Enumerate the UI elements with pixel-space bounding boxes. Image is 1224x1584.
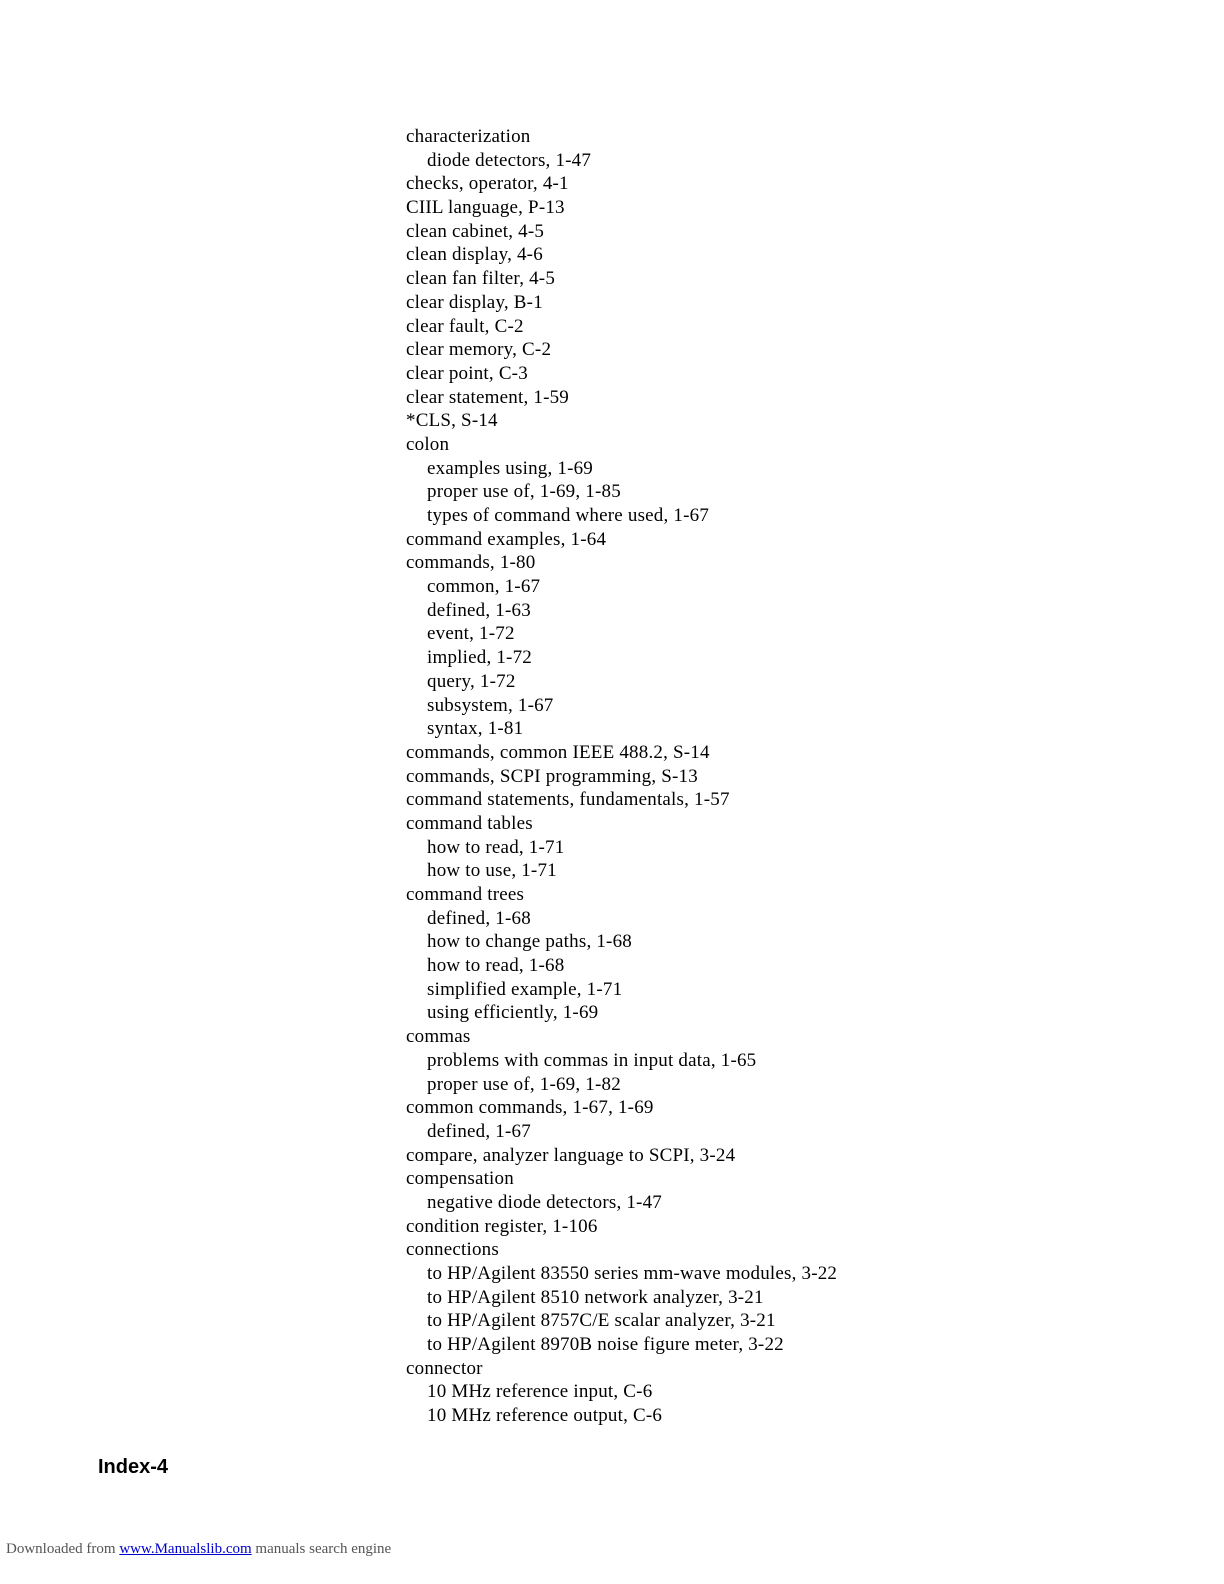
index-subentry: defined, 1-67 [427,1120,531,1142]
index-subentry: how to use, 1-71 [427,860,557,882]
index-subentry: query, 1-72 [427,670,516,692]
index-subentry: how to read, 1-71 [427,836,565,858]
index-entry: characterization [406,126,531,147]
index-subentry: common, 1-67 [427,576,541,598]
index-entry: clear point, C-3 [406,362,528,384]
index-entry: connector [406,1357,483,1379]
index-subentry: 10 MHz reference output, C-6 [427,1405,663,1427]
index-subentry: using efficiently, 1-69 [427,1002,599,1024]
index-entry: commands, SCPI programming, S-13 [406,765,698,787]
index-subentry: simplified example, 1-71 [427,978,623,1000]
index-subentry: problems with commas in input data, 1-65 [427,1049,757,1071]
index-subentry: how to read, 1-68 [427,955,565,977]
footer-suffix: manuals search engine [255,1541,392,1557]
index-entry: commas [406,1026,471,1048]
index-entry: clear fault, C-2 [406,315,524,337]
index-entry: compare, analyzer language to SCPI, 3-24 [406,1144,736,1166]
index-subentry: event, 1-72 [427,623,515,645]
index-list [406,125,837,1428]
index-entry: command trees [406,884,525,905]
index-entry: command tables [406,812,533,834]
index-entry: clear display, B-1 [406,291,543,313]
index-entry: common commands, 1-67, 1-69 [406,1097,654,1119]
index-entry: commands, common IEEE 488.2, S-14 [406,741,710,763]
index-subentry: subsystem, 1-67 [427,694,554,716]
index-subentry: to HP/Agilent 83550 series mm-wave modules, 3-22 [427,1263,838,1284]
index-subentry: types of command where used, 1-67 [427,505,710,526]
manualslib-link[interactable]: www.Manualslib.com [119,1541,252,1557]
page-number-label: Index-4 [98,1456,169,1478]
index-entry: clean display, 4-6 [406,244,543,266]
index-subentry: defined, 1-68 [427,907,531,929]
index-entry: compensation [406,1168,514,1190]
index-subentry: proper use of, 1-69, 1-85 [427,481,621,503]
index-entry: command examples, 1-64 [406,528,607,550]
index-subentry: how to change paths, 1-68 [427,931,632,953]
index-entry: *CLS, S-14 [406,410,498,432]
index-subentry: negative diode detectors, 1-47 [427,1191,662,1213]
index-subentry: proper use of, 1-69, 1-82 [427,1073,621,1095]
index-entry: commands, 1-80 [406,552,536,574]
index-entry: CIIL language, P-13 [406,197,565,219]
download-footer [6,1541,391,1558]
index-subentry: syntax, 1-81 [427,718,524,740]
index-subentry: implied, 1-72 [427,647,532,669]
index-entry: connections [406,1239,499,1261]
index-subentry: defined, 1-63 [427,599,531,621]
index-entry: condition register, 1-106 [406,1215,598,1237]
index-entry: clear statement, 1-59 [406,386,569,408]
index-subentry: to HP/Agilent 8970B noise figure meter, 3-22 [427,1334,784,1356]
index-entry: clean fan filter, 4-5 [406,268,556,290]
index-subentry: diode detectors, 1-47 [427,149,592,171]
index-subentry: 10 MHz reference input, C-6 [427,1381,653,1403]
footer-prefix: Downloaded from [6,1541,116,1557]
index-subentry: to HP/Agilent 8510 network analyzer, 3-21 [427,1286,764,1308]
index-entry: checks, operator, 4-1 [406,173,569,195]
index-entry: colon [406,433,450,455]
index-entry: clean cabinet, 4-5 [406,220,545,242]
index-entry: clear memory, C-2 [406,339,552,361]
index-entry: command statements, fundamentals, 1-57 [406,789,730,811]
index-subentry: examples using, 1-69 [427,457,594,479]
index-subentry: to HP/Agilent 8757C/E scalar analyzer, 3-21 [427,1310,776,1332]
